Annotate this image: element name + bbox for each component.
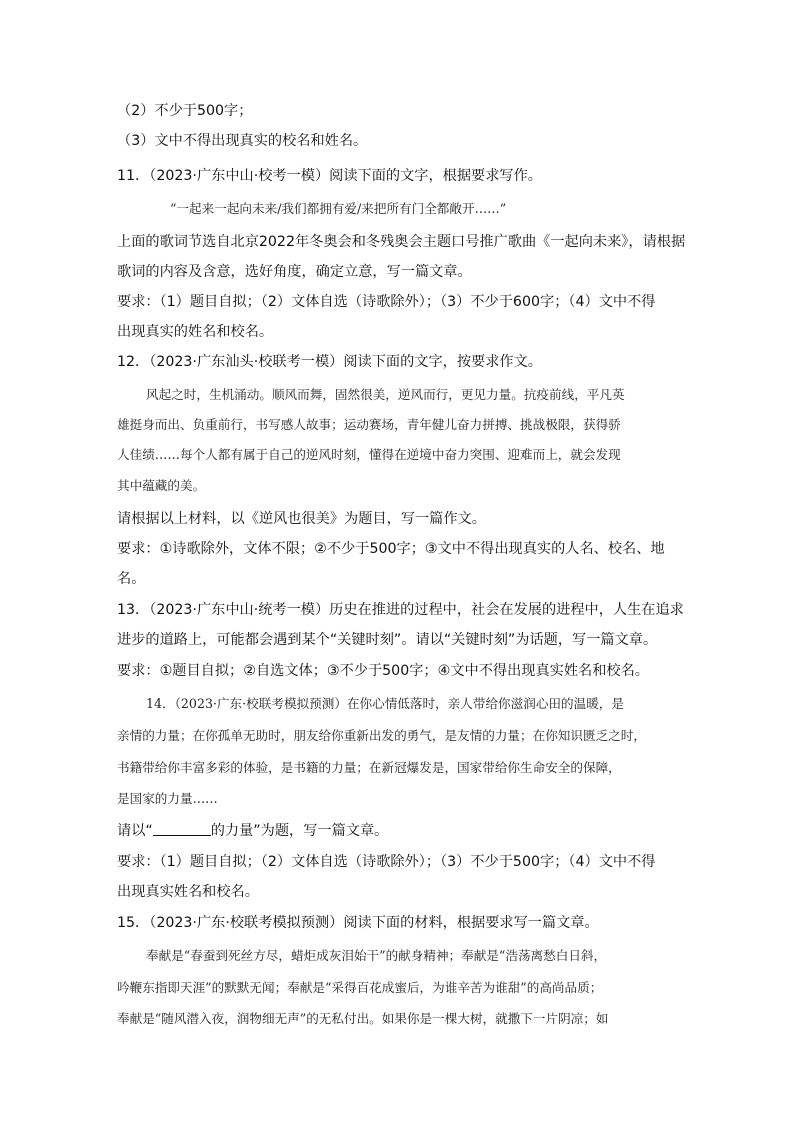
fill-in-blank (153, 821, 211, 836)
question-14-material: 亲情的力量；在你孤单无助时，朋友给你重新出发的勇气，是友情的力量；在你知识匮乏之时， (117, 728, 646, 743)
question-11-requirement: 要求：（1）题目自拟；（2）文体自选（诗歌除外）；（3）不少于600字；（4）文中不得 (117, 294, 656, 310)
question-11-lyrics: “一起来一起向未来/我们都拥有爱/来把所有门全都敞开……” (170, 201, 507, 216)
question-15-material: 吟鞭东指即天涯”的默默无闻；奉献是“采得百花成蜜后，为谁辛苦为谁甜”的高尚品质； (117, 980, 603, 995)
question-13-text: 13．（2023·广东中山·统考一模）历史在推进的过程中，社会在发展的进程中，人生在追求 (117, 602, 684, 618)
question-11-heading: 11．（2023·广东中山·校考一模）阅读下面的文字，根据要求写作。 (117, 168, 542, 184)
question-12-requirement: 要求：①诗歌除外，文体不限；②不少于500字；③文中不得出现真实的人名、校名、地 (117, 541, 665, 557)
question-12-material: 人佳绩……每个人都有属于自己的逆风时刻，懂得在逆境中奋力突围、迎难而上，就会发现 (117, 447, 621, 462)
requirement-line: （3）文中不得出现真实的校名和姓名。 (117, 133, 368, 149)
question-14-requirement: 要求：（1）题目自拟；（2）文体自选（诗歌除外）；（3）不少于500字；（4）文中不得 (117, 854, 656, 870)
question-14-material: 14．（2023·广东·校联考模拟预测）在你心情低落时，亲人带给你滋润心田的温暖，是 (146, 696, 624, 711)
question-14-material: 是国家的力量…… (117, 791, 218, 806)
question-13-text: 进步的道路上，可能都会遇到某个“关键时刻”。请以“关键时刻”为话题，写一篇文章。 (117, 632, 658, 648)
question-11-text: 歌词的内容及含意，选好角度，确定立意，写一篇文章。 (117, 264, 472, 280)
question-12-heading: 12．（2023·广东汕头·校联考一模）阅读下面的文字，按要求作文。 (117, 354, 542, 370)
question-11-requirement: 出现真实的姓名和校名。 (117, 324, 274, 340)
question-12-task: 请根据以上材料，以《逆风也很美》为题目，写一篇作文。 (117, 511, 486, 527)
question-15-material: 奉献是“春蚕到死丝方尽，蜡炬成灰泪始干”的献身精神；奉献是“浩荡离愁白日斜， (146, 948, 607, 963)
question-14-material: 书籍带给你丰富多彩的体验，是书籍的力量；在新冠爆发是，国家带给你生命安全的保障， (117, 760, 621, 775)
question-12-material: 其中蕴藏的美。 (117, 478, 206, 493)
question-12-material: 风起之时，生机涌动。顺风而舞，固然很美，逆风而行，更见力量。抗疫前线，平凡英 (146, 387, 625, 402)
question-14-requirement: 出现真实姓名和校名。 (117, 884, 259, 900)
question-11-text: 上面的歌词节选自北京2022年冬奥会和冬残奥会主题口号推广歌曲《一起向未来》，请根据 (117, 234, 686, 250)
question-12-material: 雄挺身而出、负重前行，书写感人故事；运动赛场，青年健儿奋力拼搏、挑战极限，获得骄 (117, 417, 621, 432)
question-12-requirement: 名。 (117, 571, 146, 587)
question-13-requirement: 要求：①题目自拟；②自选文体；③不少于500字；④文中不得出现真实姓名和校名。 (117, 663, 649, 679)
task-suffix: 的力量”为题，写一篇文章。 (210, 823, 389, 839)
question-15-heading: 15．（2023·广东·校联考模拟预测）阅读下面的材料，根据要求写一篇文章。 (117, 915, 599, 931)
requirement-line: （2）不少于500字； (117, 103, 253, 119)
question-15-material: 奉献是“随风潜入夜，润物细无声”的无私付出。如果你是一棵大树，就撒下一片阴凉；如 (117, 1011, 609, 1026)
task-prefix: 请以“ (117, 823, 153, 839)
question-14-task (117, 821, 388, 841)
